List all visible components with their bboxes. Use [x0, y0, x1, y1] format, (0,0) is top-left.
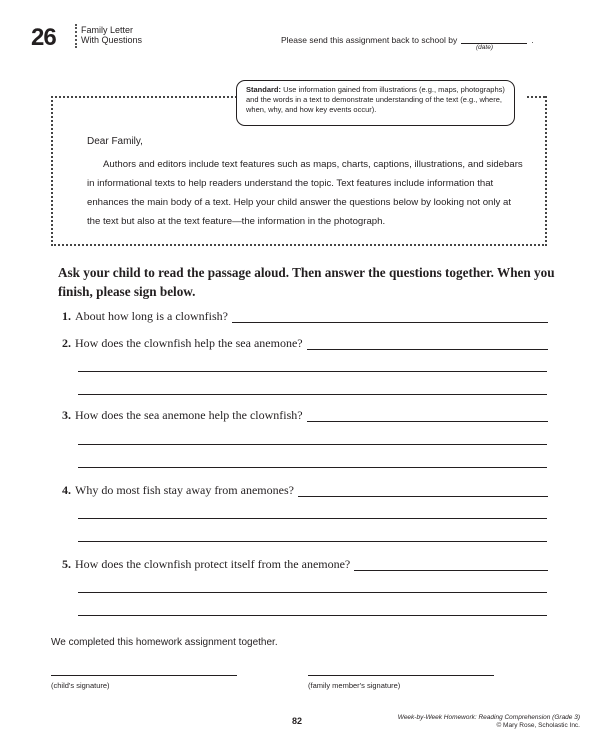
- standard-callout: [236, 80, 515, 126]
- lesson-kind-line1: Family Letter: [81, 25, 134, 35]
- answer-line[interactable]: [232, 311, 548, 323]
- answer-line[interactable]: [307, 338, 548, 350]
- answer-line[interactable]: [78, 467, 547, 468]
- question-1: [62, 309, 548, 323]
- question-number: 5.: [62, 557, 71, 571]
- book-title: Week-by-Week Homework: Reading Comprehension (Grade 3): [397, 714, 580, 721]
- send-back-text: Please send this assignment back to school by: [281, 35, 458, 45]
- answer-line[interactable]: [78, 518, 547, 519]
- letter-body: Authors and editors include text features such as maps, charts, captions, illustrations, and sidebars in informational texts to help readers understand the topic. Text features include information that enhances the main body of a text. Help your child answer the questions below by looking not only at the text but also at the text feature—the information in the photograph.: [87, 159, 523, 227]
- date-blank[interactable]: [461, 43, 527, 44]
- question-number: 3.: [62, 408, 71, 422]
- answer-line[interactable]: [78, 541, 547, 542]
- standard-label: Standard:: [246, 85, 282, 94]
- child-signature-label: (child's signature): [51, 681, 110, 690]
- answer-line[interactable]: [78, 615, 547, 616]
- send-back-end: .: [531, 35, 534, 45]
- instructions: Ask your child to read the passage aloud. Then answer the questions together. When you finish, please sign below.: [58, 265, 555, 299]
- question-number: 1.: [62, 309, 71, 323]
- question-3: [62, 408, 548, 422]
- date-label: (date): [476, 44, 493, 51]
- question-2: [62, 336, 548, 350]
- child-signature-line[interactable]: [51, 675, 237, 676]
- header-divider: [75, 24, 77, 48]
- question-number: 4.: [62, 483, 71, 497]
- question-text: How does the clownfish help the sea anemone?: [75, 336, 303, 350]
- lesson-number: 26: [31, 24, 56, 51]
- question-text: How does the sea anemone help the clownfish?: [75, 408, 303, 422]
- answer-line[interactable]: [307, 410, 548, 422]
- copyright: © Mary Rose, Scholastic Inc.: [496, 722, 580, 729]
- question-number: 2.: [62, 336, 71, 350]
- letter-box-top-right: [527, 96, 545, 98]
- question-5: [62, 557, 548, 571]
- standard-text: Use information gained from illustrations (e.g., maps, photographs) and the words in a text to demonstrate understanding of the text (e.g., where, when, why, and how key events occur).: [246, 85, 505, 114]
- question-text: How does the clownfish protect itself from the anemone?: [75, 557, 351, 571]
- answer-line[interactable]: [78, 592, 547, 593]
- letter-salutation: Dear Family,: [87, 136, 143, 147]
- letter-box-top-left: [51, 96, 237, 98]
- family-signature-line[interactable]: [308, 675, 494, 676]
- completion-statement: We completed this homework assignment together.: [51, 637, 278, 648]
- question-text: About how long is a clownfish?: [75, 309, 228, 323]
- answer-line[interactable]: [78, 394, 547, 395]
- question-text: Why do most fish stay away from anemones?: [75, 483, 294, 497]
- question-4: [62, 483, 548, 497]
- answer-line[interactable]: [78, 444, 547, 445]
- lesson-kind-line2: With Questions: [81, 35, 143, 45]
- family-signature-label: (family member's signature): [308, 681, 401, 690]
- page-number: 82: [292, 716, 303, 726]
- answer-line[interactable]: [354, 559, 548, 571]
- answer-line[interactable]: [78, 371, 547, 372]
- lesson-kind: [81, 25, 142, 45]
- answer-line[interactable]: [298, 485, 548, 497]
- send-back-notice: [281, 35, 534, 45]
- credit: [398, 714, 580, 730]
